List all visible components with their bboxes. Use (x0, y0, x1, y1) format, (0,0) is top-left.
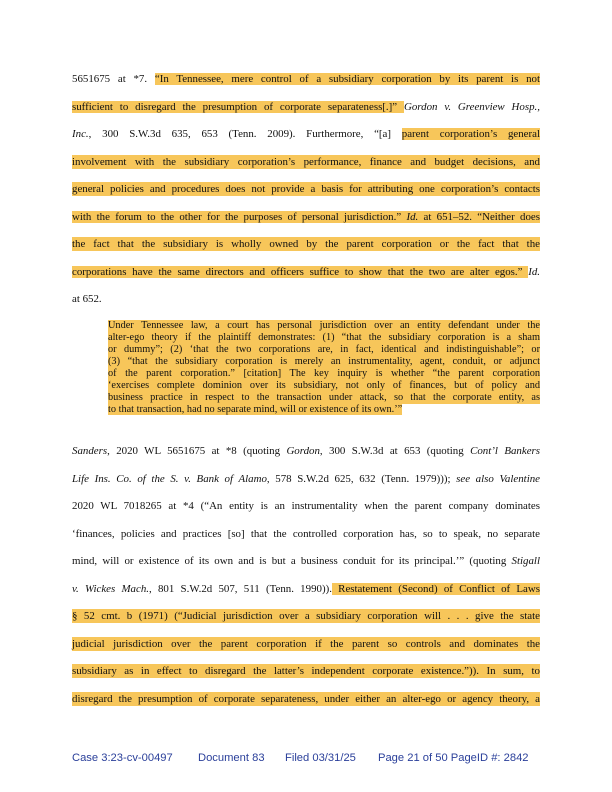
body-line-1 (72, 72, 540, 86)
block-quote-line-7 (108, 392, 540, 404)
highlighted-text: or dummy”; (2) ‘that the two corporations are, in fact, identical and indistinguishable”; or (108, 344, 540, 355)
body-line-8 (72, 265, 540, 279)
highlighted-text: general policies and procedures does not provide a basis for attributing one corporation’s contacts (72, 183, 540, 195)
highlighted-text: subsidiary as in effect to disregard the latter’s independent corporate existence.”)). In sum, to (72, 665, 540, 677)
highlighted-text: “In Tennessee, mere control of a subsidiary corporation by its parent is not (154, 73, 540, 85)
after-line-7 (72, 609, 540, 623)
case-citation: see also Valentine (456, 473, 540, 485)
text-run: , 801 S.W.2d 507, 511 (Tenn. 1990)). (149, 583, 332, 595)
highlighted-text: with the forum to the other for the purposes of personal jurisdiction.” (72, 211, 407, 223)
body-line-9 (72, 292, 540, 306)
after-line-10 (72, 692, 540, 706)
block-quote-line-1 (108, 320, 540, 332)
case-citation: Life Ins. Co. of the S. v. Bank of Alamo (72, 473, 267, 485)
highlighted-text: alter-ego theory if the plaintiff demonstrates: (1) “that the subsidiary corporation is a sham (108, 332, 540, 343)
footer-case-number: Case 3:23-cv-00497 (72, 752, 173, 764)
case-citation: Inc. (72, 128, 89, 140)
text-run: , 2020 WL 5651675 at *8 (quoting (107, 445, 287, 457)
id-citation: Id. (528, 266, 540, 278)
highlighted-text: involvement with the subsidiary corporation’s performance, finance and budget decisions, and (72, 156, 540, 168)
body-line-4 (72, 155, 540, 169)
after-line-8 (72, 637, 540, 651)
highlighted-text: (3) “that the subsidiary corporation is merely an instrumentality, agent, conduit, or adjunct (108, 356, 540, 367)
after-line-2 (72, 472, 540, 486)
highlighted-text: the fact that the subsidiary is wholly owned by the parent corporation or the fact that the (72, 238, 540, 250)
after-line-5 (72, 554, 540, 568)
highlighted-text: Restatement (Second) of Conflict of Laws (331, 583, 540, 595)
id-citation: Id. (406, 211, 419, 223)
block-quote-line-6 (108, 380, 540, 392)
highlighted-text: disregard the presumption of corporate separateness, under either an alter-ego or agency theory, a (72, 693, 540, 705)
body-line-5 (72, 182, 540, 196)
after-line-3 (72, 499, 540, 513)
text-run: 2020 WL 7018265 at *4 (“An entity is an instrumentality when the parent company dominates (72, 500, 540, 512)
highlighted-text: judicial jurisdiction over the parent corporation if the parent so controls and dominates the (72, 638, 540, 650)
body-line-3 (72, 127, 540, 141)
highlighted-text: at 651–52. “Neither does (418, 211, 540, 223)
highlighted-text: ‘exercises complete dominion over its subsidiary, not only of finances, but of policy and (108, 380, 540, 391)
footer-filed-date: Filed 03/31/25 (285, 752, 356, 764)
case-citation: v. Wickes Mach. (72, 583, 149, 595)
footer-page-id: Page 21 of 50 PageID #: 2842 (378, 752, 529, 764)
highlighted-text: § 52 cmt. b (1971) (“Judicial jurisdiction over a subsidiary corporation will . . . give the state (72, 610, 540, 622)
text-run: , 300 S.W.3d at 653 (quoting (319, 445, 471, 457)
footer-document-number: Document 83 (198, 752, 265, 764)
highlighted-text: corporations have the same directors and officers suffice to show that the two are alter egos.” (72, 266, 529, 278)
highlighted-text: of the parent corporation.” [citation] The key inquiry is whether “the parent corporation (108, 368, 540, 379)
text-run: 5651675 at *7. (72, 73, 155, 85)
highlighted-text: to that transaction, had no separate mind, will or existence of its own.’” (108, 404, 403, 415)
case-citation: Gordon (286, 445, 320, 457)
highlighted-text: parent corporation’s general (401, 128, 540, 140)
highlighted-text: Under Tennessee law, a court has personal jurisdiction over an entity defendant under the (108, 320, 540, 331)
case-citation: Cont’l Bankers (470, 445, 541, 457)
block-quote-line-8 (108, 404, 540, 416)
case-citation: Sanders (72, 445, 108, 457)
after-line-4 (72, 527, 540, 541)
text-run: ‘finances, policies and practices [so] that the controlled corporation has, so to speak, no separate (72, 528, 540, 540)
after-line-6 (72, 582, 540, 596)
after-line-1 (72, 444, 540, 458)
case-citation: Stigall (511, 555, 540, 567)
body-line-6 (72, 210, 540, 224)
block-quote-line-4 (108, 356, 540, 368)
block-quote-line-3 (108, 344, 540, 356)
block-quote-line-5 (108, 368, 540, 380)
text-run: , 578 S.W.2d 625, 632 (Tenn. 1979))); (266, 473, 457, 485)
ecf-footer (72, 752, 542, 768)
block-quote-line-2 (108, 332, 540, 344)
body-line-2 (72, 100, 540, 114)
text-run: , 300 S.W.3d 635, 653 (Tenn. 2009). Furthermore, “[a] (88, 128, 402, 140)
case-citation: Gordon v. Greenview Hosp., (403, 101, 540, 113)
text-run: mind, will or existence of its own and is but a business conduit for its principal.’” (quoting (72, 555, 512, 567)
text-run: at 652. (72, 293, 102, 305)
after-line-9 (72, 664, 540, 678)
body-line-7 (72, 237, 540, 251)
highlighted-text: business practice in respect to the transaction under attack, so that the corporate entity, as (108, 392, 540, 403)
highlighted-text: sufficient to disregard the presumption of corporate separateness[.]” (72, 101, 404, 113)
